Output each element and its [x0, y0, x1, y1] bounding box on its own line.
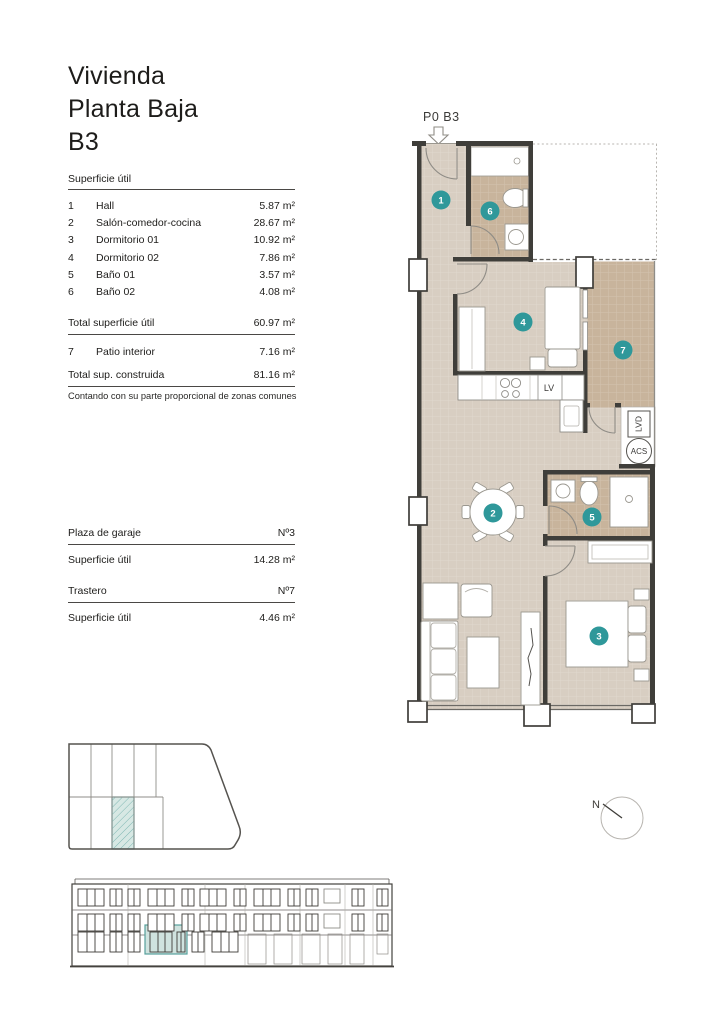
bed [545, 287, 580, 349]
garage-label: Plaza de garaje [68, 527, 141, 539]
dishwasher-label: LV [543, 383, 555, 393]
room-marker-1: 1 [438, 195, 444, 207]
storage-surface-value: 4.46 m² [259, 612, 295, 624]
row-num: 5 [68, 268, 74, 281]
total-useful-value: 60.97 m² [253, 317, 295, 329]
plan-unit-label: P0 B3 [423, 110, 460, 124]
room-marker-3: 3 [596, 631, 602, 643]
laundry-label: LVD [633, 416, 644, 432]
row-area: 7.16 m² [259, 345, 295, 358]
row-area: 28.67 m² [253, 216, 295, 229]
shower [610, 477, 648, 527]
nightstand [634, 669, 649, 681]
row-num: 1 [68, 199, 74, 212]
nightstand [634, 589, 649, 600]
row-num: 4 [68, 251, 74, 264]
row-num: 2 [68, 216, 74, 229]
storage-number: Nº7 [277, 585, 295, 597]
toilet [580, 481, 598, 505]
site-plan-outline [69, 744, 240, 849]
tv-unit [521, 612, 540, 705]
title-line-1: Vivienda [68, 62, 166, 90]
north-label: N [592, 799, 600, 811]
row-area: 5.87 m² [259, 199, 295, 212]
patio-window [583, 322, 588, 350]
row-name: Hall [96, 199, 115, 212]
site-plan [69, 744, 240, 849]
total-useful-label: Total superficie útil [68, 317, 155, 329]
floor-plan [408, 110, 657, 726]
garage-surface-label: Superficie útil [68, 554, 132, 566]
surface-table-heading: Superficie útil [68, 173, 295, 190]
kitchen-sink [560, 400, 583, 432]
row-num: 6 [68, 286, 74, 299]
total-built-value: 81.16 m² [253, 369, 295, 381]
common-zones-note: Contando con su parte proporcional de zonas comunes [68, 391, 297, 401]
title-line-2: Planta Baja [68, 95, 199, 123]
pillow [628, 635, 646, 662]
coffee-table [467, 637, 499, 688]
room-marker-2: 2 [490, 508, 496, 520]
north-pointer [603, 804, 622, 818]
sofa [421, 621, 458, 701]
pillow [628, 606, 646, 633]
room-marker-5: 5 [589, 512, 595, 524]
room-marker-6: 6 [487, 206, 493, 218]
row-area: 4.08 m² [259, 286, 295, 299]
nightstand [530, 357, 545, 370]
washbasin [551, 480, 575, 502]
storage-surface-label: Superficie útil [68, 612, 132, 624]
north-compass [592, 797, 643, 839]
kitchen-counter [458, 375, 584, 400]
row-name: Dormitorio 02 [96, 251, 160, 264]
row-name: Baño 01 [96, 268, 136, 281]
row-area: 3.57 m² [259, 268, 295, 281]
building-elevation [70, 879, 394, 967]
pillow [548, 349, 577, 367]
garage-surface-value: 14.28 m² [253, 554, 295, 566]
room-marker-4: 4 [520, 317, 526, 329]
row-name: Salón-comedor-cocina [96, 216, 202, 229]
row-area: 10.92 m² [253, 234, 295, 247]
row-area: 7.86 m² [259, 251, 295, 264]
row-num: 3 [68, 234, 74, 247]
garage-number: Nº3 [277, 527, 295, 539]
total-built-label: Total sup. construida [68, 369, 165, 381]
water-heater-label: ACS [630, 447, 648, 456]
patio-window [583, 290, 588, 318]
storage-label: Trastero [68, 585, 107, 597]
title-line-3: B3 [68, 128, 99, 156]
side-table [423, 583, 458, 619]
row-name: Baño 02 [96, 286, 136, 299]
highlighted-unit-hatch [112, 797, 134, 849]
row-num: 7 [68, 345, 74, 358]
entrance-arrow-icon [429, 127, 448, 144]
row-name: Dormitorio 01 [96, 234, 160, 247]
wardrobe [588, 541, 652, 563]
room-marker-7: 7 [620, 345, 626, 357]
row-name: Patio interior [96, 345, 155, 358]
